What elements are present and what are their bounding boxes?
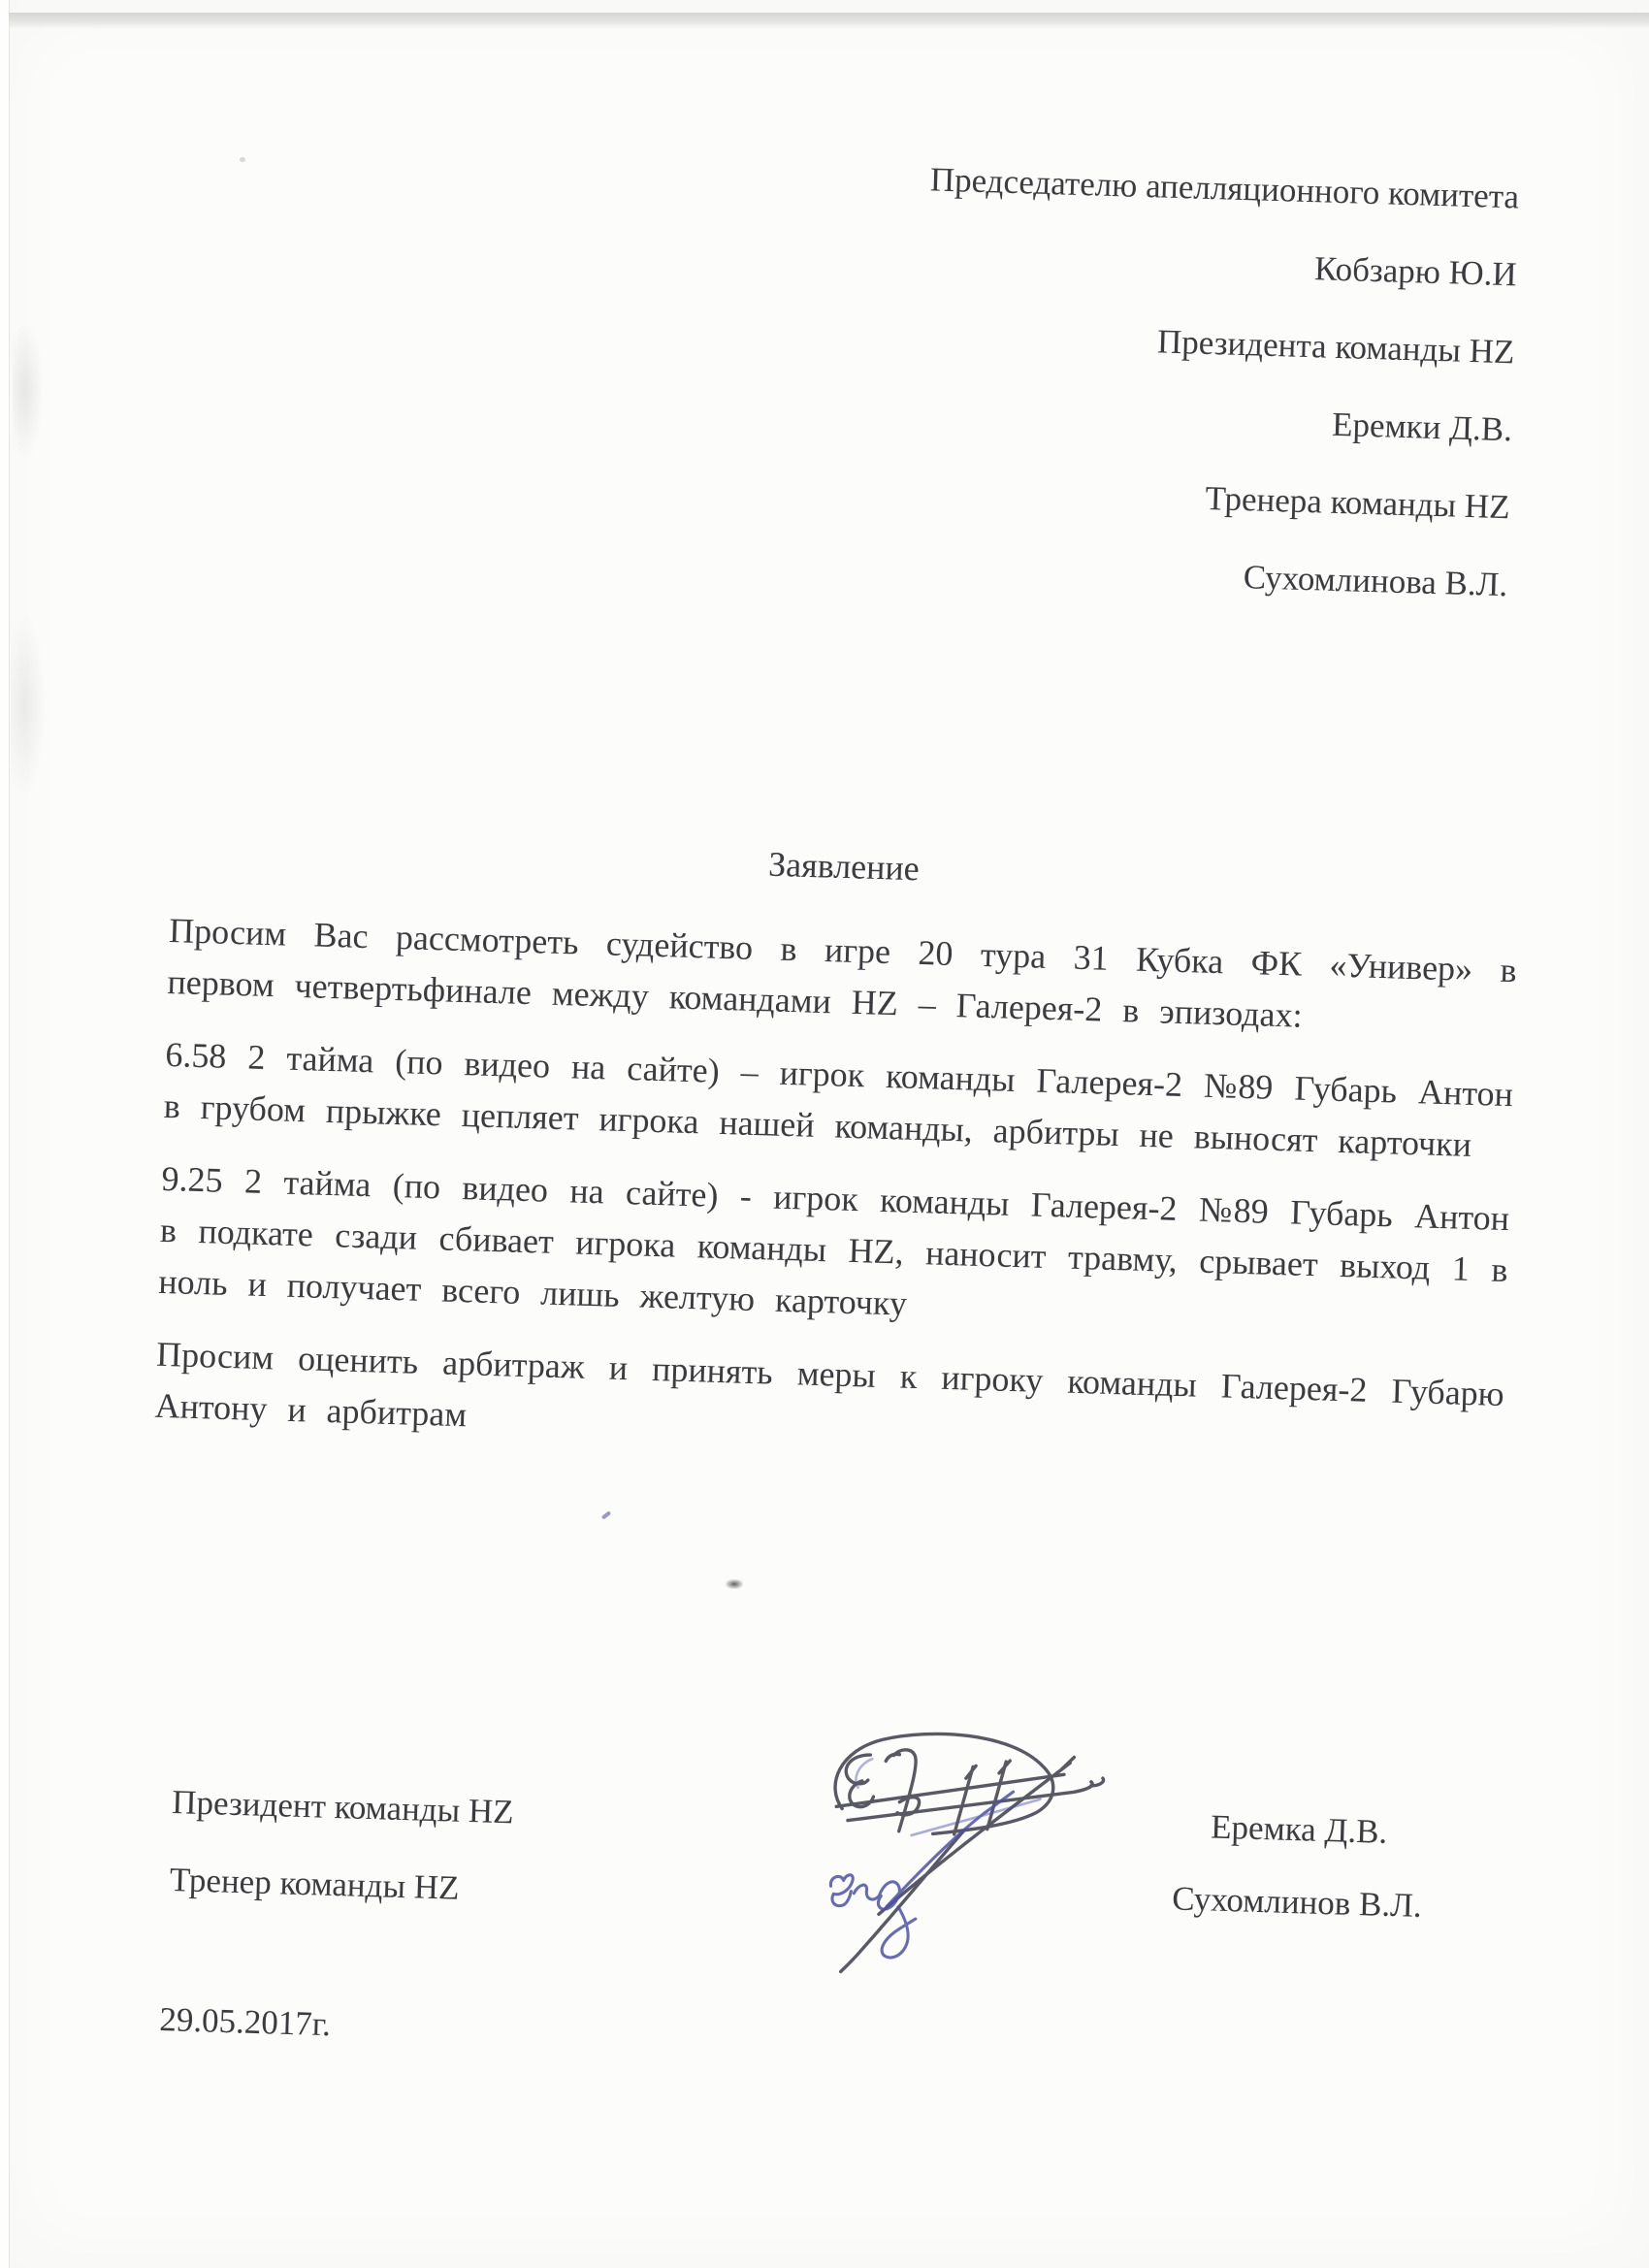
recipient-line: Кобзарю Ю.И — [1313, 249, 1518, 294]
ink-smudge — [726, 1579, 743, 1589]
scan-speck — [240, 157, 245, 162]
ink-speck — [601, 1510, 611, 1519]
body-paragraph: Просим Вас рассмотреть судейство в игре 20 тура 31 Кубка ФК «Универ» в первом четвертьфинале между командами HZ – Галерея-2 в эпизодах: — [167, 910, 1518, 1035]
signatory-name: Сухомлинов В.Л. — [1171, 1879, 1423, 1925]
signatory-titles — [168, 1781, 514, 1946]
signatory-title: Тренер команды HZ — [169, 1860, 460, 1907]
recipient-line: Сухомлинова В.Л. — [1243, 558, 1508, 604]
recipient-line: Президента команды HZ — [1156, 322, 1515, 372]
body-paragraph: 6.58 2 тайма (по видео на сайте) – игрок команды Галерея-2 №89 Губарь Антон в грубом прыжке цепляет игрока нашей команды, арбитры не выносят карточки — [163, 1034, 1514, 1164]
signatory-name: Еремка Д.В. — [1210, 1807, 1388, 1851]
recipient-line: Председателю апелляционного комитета — [929, 160, 1520, 216]
recipient-line: Тренера команды HZ — [1205, 478, 1511, 527]
document-body — [153, 905, 1517, 1493]
body-paragraph: Просим оценить арбитраж и принять меры к игроку команды Галерея-2 Губарю Антону и арбитрам — [154, 1334, 1505, 1435]
document-title: Заявление — [767, 844, 921, 889]
signatory-title: Президент команды HZ — [171, 1782, 515, 1831]
document-date: 29.05.2017г. — [158, 2000, 332, 2044]
recipient-block — [806, 155, 1520, 641]
scan-smudge — [11, 611, 46, 800]
scan-top-edge — [9, 13, 1649, 29]
scan-smudge — [13, 320, 44, 461]
scan-left-edge — [0, 0, 10, 2268]
signatory-names — [1092, 1802, 1504, 1960]
recipient-line: Еремки Д.В. — [1331, 405, 1513, 449]
body-paragraph: 9.25 2 тайма (по видео на сайте) - игрок команды Галерея-2 №89 Губарь Антон в подкате сзади сбивает игрока команды HZ, наносит травму, срывает выход 1 в ноль и получает всего лишь желтую карточку — [157, 1158, 1510, 1323]
